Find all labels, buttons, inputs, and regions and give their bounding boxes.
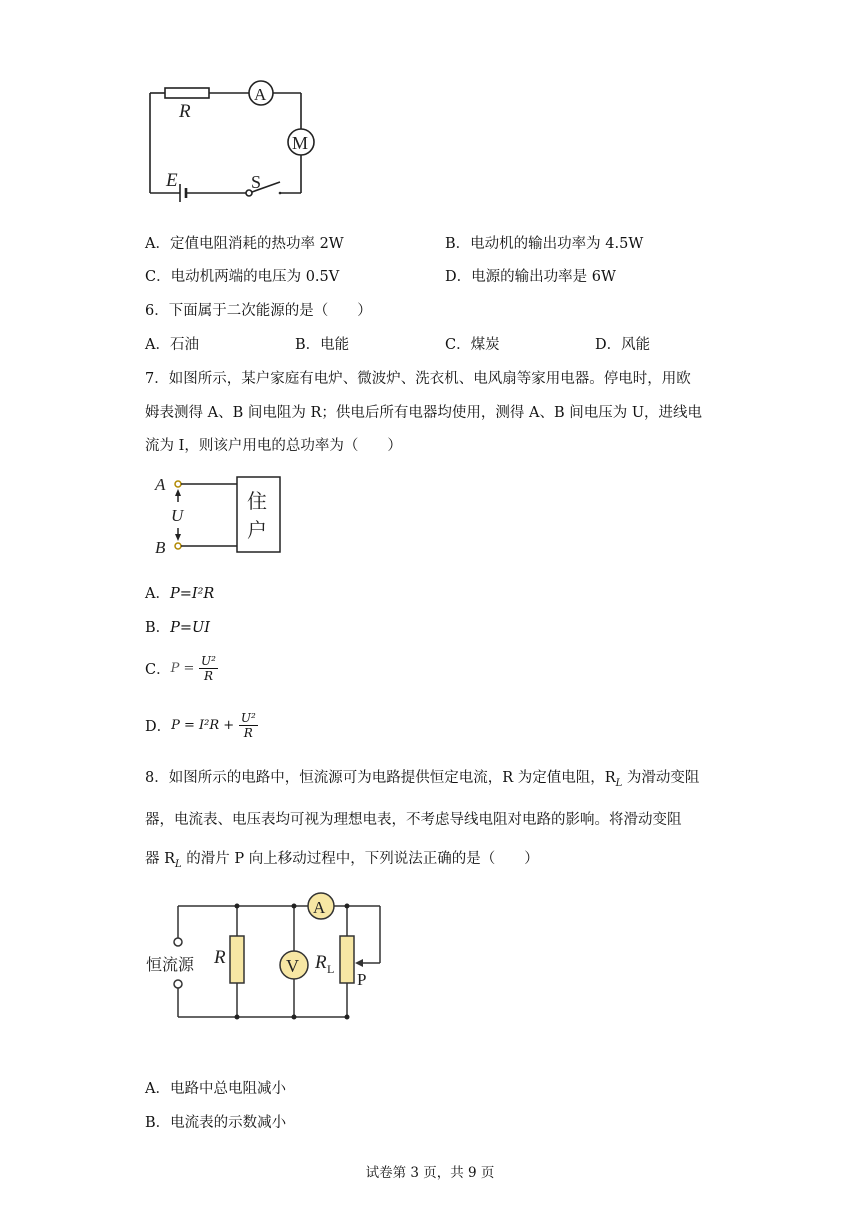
q5-option-b: B．电动机的输出功率为 4.5W <box>445 236 644 252</box>
q8-option-a: A．电路中总电阻减小 <box>145 1081 286 1097</box>
terminal-b-label: B <box>155 538 166 557</box>
q7-option-d-numerator: U² <box>240 711 256 725</box>
q5-option-d: D．电源的输出功率是 6W <box>445 269 616 285</box>
page-footer: 试卷第 3 页，共 9 页 <box>365 1165 495 1181</box>
q8-stem-line1-sub: L <box>615 777 623 789</box>
q8-option-b: B．电流表的示数减小 <box>145 1115 287 1131</box>
q7-option-a-label: A． <box>145 586 170 602</box>
q7-option-b-formula: P=UI <box>170 620 211 636</box>
resistor-label: R <box>179 101 191 122</box>
q8-stem-line3-sub: L <box>175 858 182 870</box>
q8-stem-line3-start: 器 R <box>145 851 176 867</box>
q7-option-d-label: D． <box>145 719 172 735</box>
q7-option-c-label: C． <box>145 662 171 678</box>
q7-option-d-denominator: R <box>243 726 253 740</box>
house-label-2: 户 <box>247 520 267 542</box>
q6-option-c: C．煤炭 <box>445 337 500 353</box>
q7-option-b-label: B． <box>145 620 171 636</box>
switch-label: S <box>251 172 262 192</box>
q7-option-a-formula: P=I²R <box>169 586 215 602</box>
q6-stem: 6．下面属于二次能源的是（ ） <box>145 303 372 319</box>
q7-option-c-lhs: P = <box>170 661 195 676</box>
rheostat-sub-label: L <box>327 962 335 976</box>
voltage-u-label: U <box>171 506 184 525</box>
q6-option-b: B．电能 <box>295 337 350 353</box>
q8-stem-line1-text: 8．如图所示的电路中，恒流源可为电路提供恒定电流，R 为定值电阻，R <box>145 770 616 786</box>
q7-stem-line2: 姆表测得 A、B 间电阻为 R；供电后所有电器均使用，测得 A、B 间电压为 U，进线电 <box>145 405 703 421</box>
ammeter-q8-label: A <box>313 898 326 917</box>
q8-stem-line2: 器，电流表、电压表均可视为理想电表，不考虑导线电阻对电路的影响。将滑动变阻 <box>145 812 682 828</box>
q6-option-a: A．石油 <box>145 337 199 353</box>
battery-label: E <box>166 170 178 191</box>
q5-option-a: A．定值电阻消耗的热功率 2W <box>145 236 344 252</box>
q7-option-c-numerator: U² <box>201 654 216 668</box>
q8-stem-line3-end: 的滑片 P 向上移动过程中，下列说法正确的是（ ） <box>181 851 539 867</box>
slider-p-label: P <box>357 970 367 989</box>
q8-stem-line1-end: 为滑动变阻 <box>622 770 700 786</box>
q6-option-d: D．风能 <box>595 337 651 353</box>
constant-current-source-label: 恒流源 <box>146 957 195 974</box>
house-label-1: 住 <box>247 491 267 513</box>
q7-option-c-denominator: R <box>203 669 213 683</box>
q7-option-d-lhs: P = I²R + <box>171 718 235 733</box>
rheostat-label: R <box>315 952 327 973</box>
motor-label: M <box>292 133 309 153</box>
voltmeter-label: V <box>286 956 299 976</box>
q5-option-c: C．电动机两端的电压为 0.5V <box>145 269 340 285</box>
r-resistor-label: R <box>214 947 226 968</box>
ammeter-label: A <box>254 85 267 104</box>
q7-stem-line1: 7．如图所示，某户家庭有电炉、微波炉、洗衣机、电风扇等家用电器。停电时，用欧 <box>145 371 691 387</box>
terminal-a-label: A <box>155 475 166 494</box>
q7-stem-line3: 流为 I，则该户用电的总功率为（ ） <box>145 438 402 454</box>
